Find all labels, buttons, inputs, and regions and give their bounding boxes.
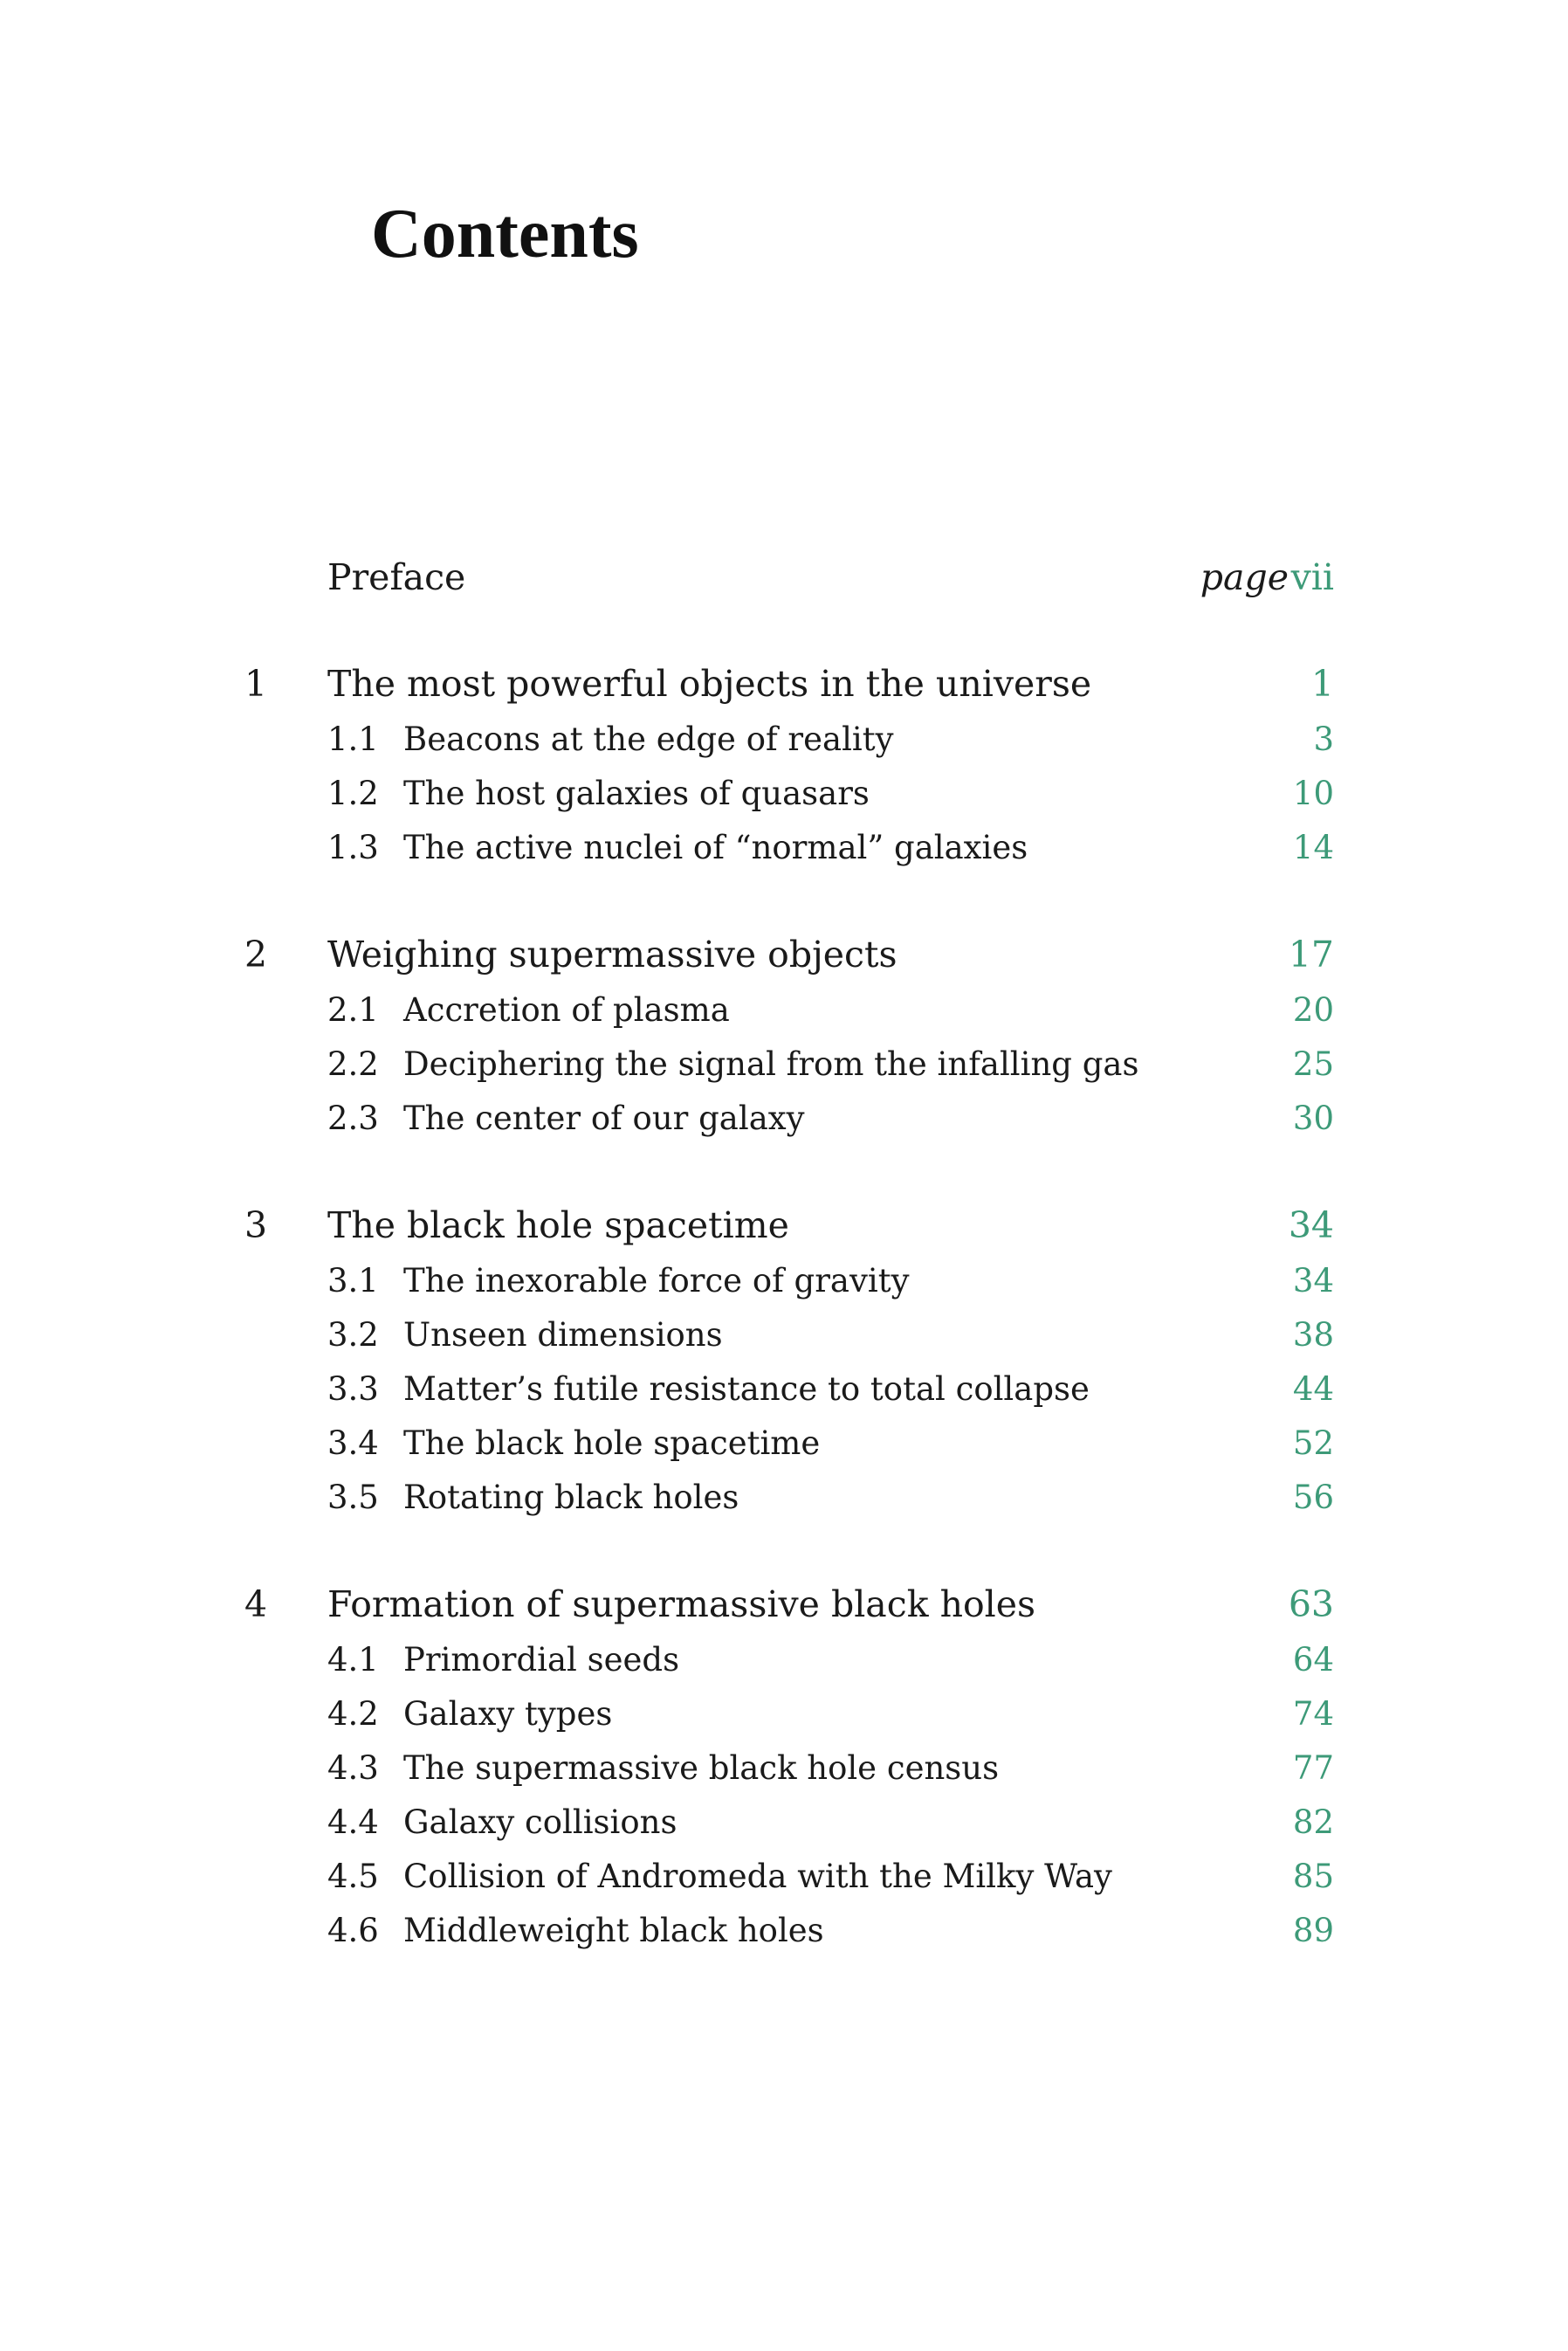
section-number: 3.3 bbox=[327, 1370, 379, 1408]
toc-page-number: 1 bbox=[1310, 663, 1334, 705]
section-title: Matter’s futile resistance to total collapse bbox=[403, 1370, 1090, 1408]
section-number: 4.3 bbox=[327, 1749, 379, 1787]
toc-page-number: 64 bbox=[1292, 1641, 1334, 1679]
toc-page-number: 14 bbox=[1292, 829, 1334, 866]
toc-section-3-4[interactable] bbox=[0, 1417, 1568, 1471]
section-number: 4.2 bbox=[327, 1695, 379, 1733]
chapter-number: 1 bbox=[244, 663, 268, 705]
toc-section-4-6[interactable] bbox=[0, 1904, 1568, 1958]
section-title: Rotating black holes bbox=[403, 1479, 739, 1516]
toc-section-4-2[interactable] bbox=[0, 1687, 1568, 1741]
chapter-title: Weighing supermassive objects bbox=[327, 934, 897, 976]
toc-section-3-5[interactable] bbox=[0, 1471, 1568, 1525]
toc-page-number: 74 bbox=[1292, 1695, 1334, 1733]
section-title: Primordial seeds bbox=[403, 1641, 680, 1679]
toc-page-number: 44 bbox=[1292, 1370, 1334, 1408]
section-number: 3.4 bbox=[327, 1424, 379, 1462]
section-number: 4.5 bbox=[327, 1858, 379, 1895]
toc-section-4-3[interactable] bbox=[0, 1741, 1568, 1796]
section-number: 3.2 bbox=[327, 1316, 379, 1354]
toc-section-1-1[interactable] bbox=[0, 713, 1568, 767]
toc-entry-preface[interactable] bbox=[0, 550, 1568, 604]
toc-page-number: 38 bbox=[1292, 1316, 1334, 1354]
toc-entry-label: Preface bbox=[327, 556, 466, 598]
toc-page-number: 30 bbox=[1292, 1100, 1334, 1137]
toc-page-number: 25 bbox=[1292, 1045, 1334, 1083]
toc-page-number: 52 bbox=[1292, 1424, 1334, 1462]
toc-section-4-4[interactable] bbox=[0, 1796, 1568, 1850]
section-number: 4.6 bbox=[327, 1912, 379, 1949]
section-number: 1.3 bbox=[327, 829, 379, 866]
section-title: Collision of Andromeda with the Milky Way bbox=[403, 1858, 1112, 1895]
section-title: The black hole spacetime bbox=[403, 1424, 821, 1462]
toc-page-number: 10 bbox=[1292, 775, 1334, 812]
section-title: Galaxy types bbox=[403, 1695, 613, 1733]
chapter-title: The most powerful objects in the universe bbox=[327, 663, 1092, 705]
chapter-number: 2 bbox=[244, 934, 268, 976]
toc-page-prefix: page bbox=[1200, 556, 1289, 598]
toc-chapter-3[interactable] bbox=[0, 1198, 1568, 1252]
toc-page-number: 3 bbox=[1313, 720, 1334, 758]
section-number: 2.2 bbox=[327, 1045, 379, 1083]
section-title: The active nuclei of “normal” galaxies bbox=[403, 829, 1028, 866]
toc-section-4-1[interactable] bbox=[0, 1633, 1568, 1687]
toc-page-number: 89 bbox=[1292, 1912, 1334, 1949]
toc-section-3-3[interactable] bbox=[0, 1362, 1568, 1417]
toc-page-number: 63 bbox=[1288, 1583, 1334, 1625]
section-title: The center of our galaxy bbox=[403, 1100, 805, 1137]
toc-page-number: vii bbox=[1290, 556, 1334, 598]
section-title: The inexorable force of gravity bbox=[403, 1262, 910, 1300]
section-number: 1.2 bbox=[327, 775, 379, 812]
toc-section-3-1[interactable] bbox=[0, 1254, 1568, 1308]
section-title: The host galaxies of quasars bbox=[403, 775, 870, 812]
toc-page-number: 56 bbox=[1292, 1479, 1334, 1516]
chapter-number: 3 bbox=[244, 1204, 268, 1246]
toc-section-2-3[interactable] bbox=[0, 1092, 1568, 1146]
toc-section-1-2[interactable] bbox=[0, 767, 1568, 821]
section-title: Middleweight black holes bbox=[403, 1912, 824, 1949]
toc-section-4-5[interactable] bbox=[0, 1850, 1568, 1904]
toc-page-number: 17 bbox=[1288, 934, 1334, 976]
toc-chapter-4[interactable] bbox=[0, 1577, 1568, 1631]
section-title: Accretion of plasma bbox=[403, 991, 730, 1029]
chapter-number: 4 bbox=[244, 1583, 268, 1625]
page-title: Contents bbox=[371, 196, 639, 272]
section-number: 4.4 bbox=[327, 1803, 379, 1841]
toc-page-number: 34 bbox=[1288, 1204, 1334, 1246]
toc-page-number: 82 bbox=[1292, 1803, 1334, 1841]
toc-section-2-2[interactable] bbox=[0, 1038, 1568, 1092]
toc-chapter-1[interactable] bbox=[0, 657, 1568, 711]
toc-section-3-2[interactable] bbox=[0, 1308, 1568, 1362]
section-number: 2.3 bbox=[327, 1100, 379, 1137]
toc-page-number: 77 bbox=[1292, 1749, 1334, 1787]
toc-page-number: 20 bbox=[1292, 991, 1334, 1029]
toc-page-number: 85 bbox=[1292, 1858, 1334, 1895]
toc-section-1-3[interactable] bbox=[0, 821, 1568, 875]
section-title: Deciphering the signal from the infalling gas bbox=[403, 1045, 1139, 1083]
section-number: 3.5 bbox=[327, 1479, 379, 1516]
section-title: The supermassive black hole census bbox=[403, 1749, 1000, 1787]
chapter-title: Formation of supermassive black holes bbox=[327, 1583, 1036, 1625]
section-title: Beacons at the edge of reality bbox=[403, 720, 894, 758]
section-number: 2.1 bbox=[327, 991, 379, 1029]
toc-section-2-1[interactable] bbox=[0, 983, 1568, 1038]
toc-page-number: 34 bbox=[1292, 1262, 1334, 1300]
toc-chapter-2[interactable] bbox=[0, 927, 1568, 982]
section-number: 4.1 bbox=[327, 1641, 379, 1679]
section-title: Galaxy collisions bbox=[403, 1803, 677, 1841]
section-number: 3.1 bbox=[327, 1262, 379, 1300]
section-number: 1.1 bbox=[327, 720, 379, 758]
chapter-title: The black hole spacetime bbox=[327, 1204, 789, 1246]
section-title: Unseen dimensions bbox=[403, 1316, 723, 1354]
